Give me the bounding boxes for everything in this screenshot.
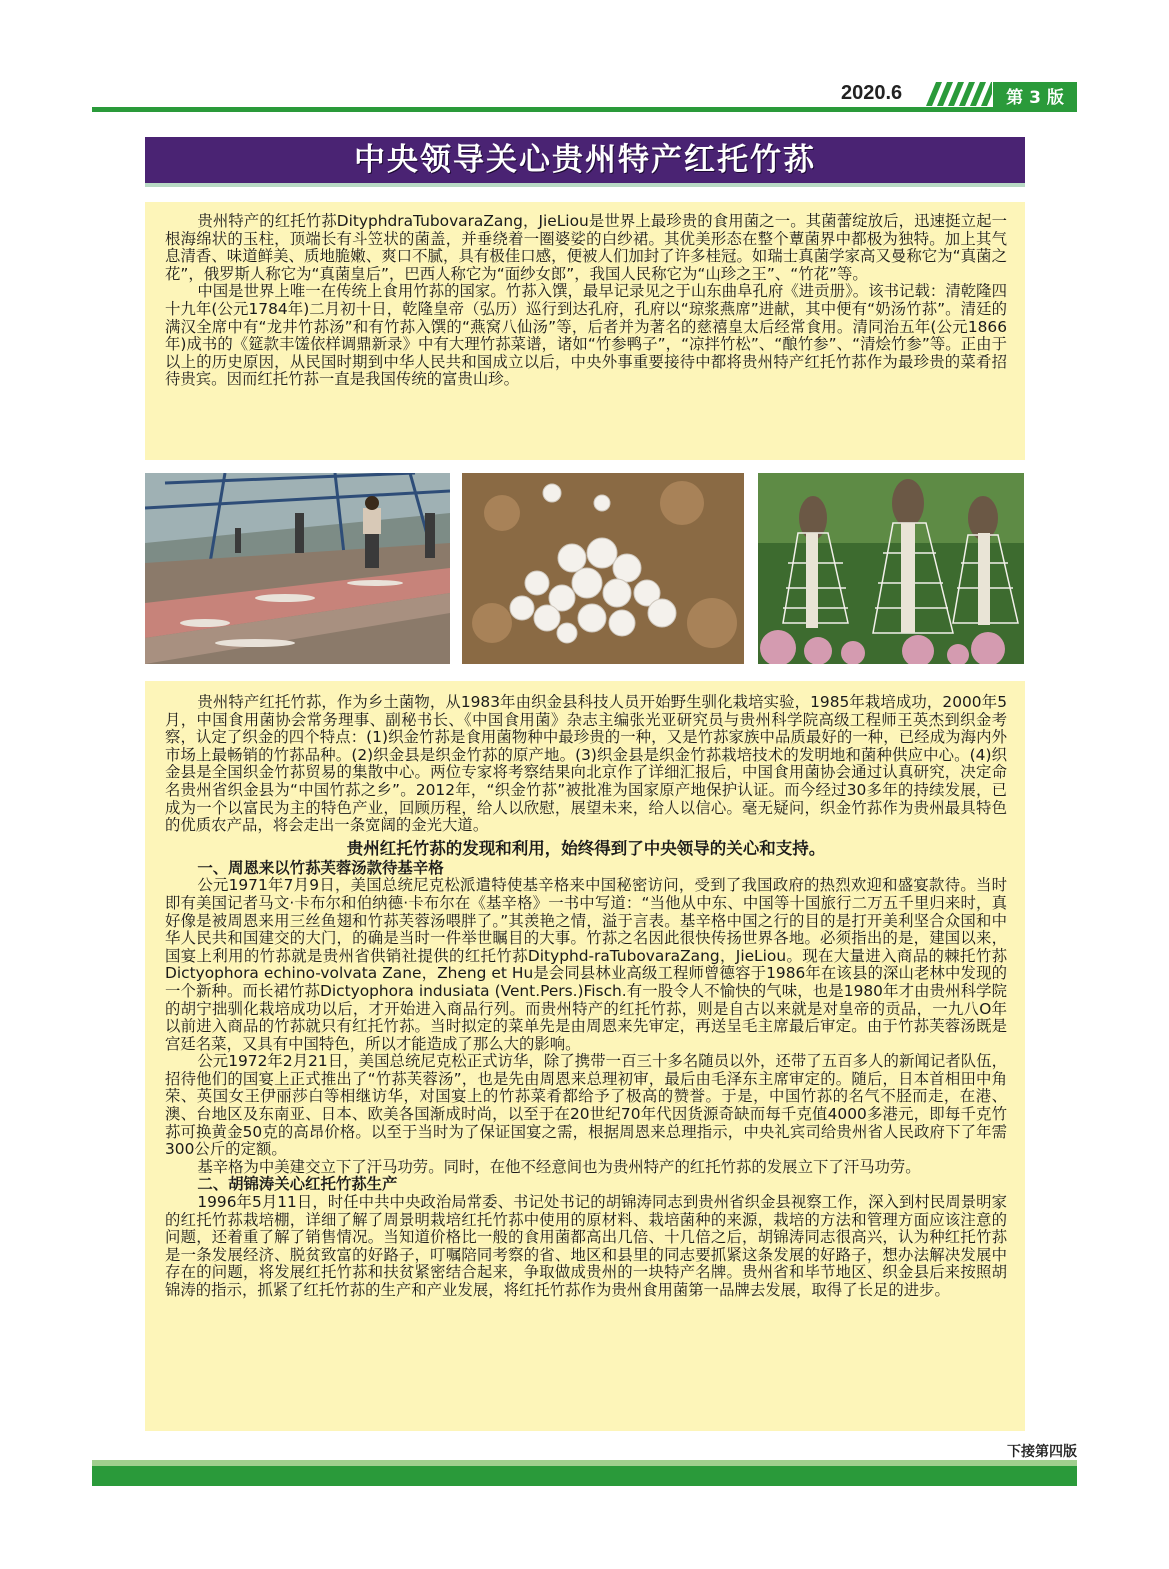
- article-paragraph: 基辛格为中美建交立下了汗马功劳。同时，在他不经意间也为贵州特产的红托竹荪的发展立下了汗马功劳。: [197, 1157, 921, 1176]
- continued-note: 下接第四版: [1007, 1444, 1077, 1460]
- issue-date: 2020.6: [841, 82, 903, 104]
- bamboo-fungus-photo: [758, 473, 1024, 664]
- article-paragraph: 公元1972年2月21日，美国总统尼克松正式访华，除了携带一百三十多名随员以外，还带了五百多人的新闻记者队伍，招待他们的国宴上正式推出了“竹荪芙蓉汤”，也是先由周恩来总理初审，最后由毛泽东主席审定的。随后，日本首相田中角荣、英国女王伊丽莎白等相继访华，对国宴上的竹荪菜肴都给予了极高的赞誉。于是，中国竹荪的名气不胫而走，在港、澳、台地区及东南亚、日本、欧美各国渐成时尚，以至于在20世纪70年代因货源奇缺而每千克值4000多港元，即每千克竹荪可换黄金50克的高昂价格。以至于当时为了保证国宴之需，根据周恩来总理指示，中央礼宾司给贵州省人民政府下了年需300公斤的定额。: [165, 1052, 1007, 1159]
- mushroom-eggs-photo: [462, 473, 744, 664]
- subsection-title-2: 二、胡锦涛关心红托竹荪生产: [197, 1175, 398, 1194]
- subsection-title-1: 一、周恩来以竹荪芙蓉汤款待基辛格: [197, 858, 444, 877]
- greenhouse-photo: [145, 473, 450, 664]
- page-number-badge: 第 3 版: [993, 82, 1077, 108]
- stripe-decoration: [926, 82, 992, 106]
- article-paragraph: 1996年5月11日，时任中共中央政治局常委、书记处书记的胡锦涛同志到贵州省织金县视察工作，深入到村民周景明家的红托竹荪栽培棚，详细了解了周景明栽培红托竹荪中使用的原材料、栽培菌种的来源，栽培的方法和管理方面应该注意的问题，还着重了解了销售情况。当知道价格比一般的食用菌都高出几倍、十几倍之后，胡锦涛同志很高兴，认为种红托竹荪是一条发展经济、脱贫致富的好路子，叮嘱陪同考察的省、地区和县里的同志要抓紧这条发展的好路子，想办法解决发展中存在的问题，将发展红托竹荪和扶贫紧密结合起来，争取做成贵州的一块特产名牌。贵州省和毕节地区、织金县后来按照胡锦涛的指示，抓紧了红托竹荪的生产和产业发展，将红托竹荪作为贵州食用菌第一品牌去发展，取得了长足的进步。: [165, 1193, 1007, 1299]
- article-paragraph: 公元1971年7月9日，美国总统尼克松派遣特使基辛格来中国秘密访问，受到了我国政府的热烈欢迎和盛宴款待。当时即有美国记者马文·卡布尔和伯纳德·卡布尔在《基辛格》一书中写道：“当他从中东、中国等十国旅行二万五千里归来时，真好像是被周恩来用三丝鱼翅和竹荪芙蓉汤喂胖了。”其羡艳之情，溢于言表。基辛格中国之行的目的是打开美利坚合众国和中华人民共和国建交的大门，的确是当时一件举世瞩目的大事。竹荪之名因此很快传扬世界各地。必须指出的是，建国以来，国宴上利用的竹荪就是贵州省供销社提供的红托竹荪Dityphd-raTubovaraZang，JieLiou。现在大量进入商品的棘托竹荪Dictyophora echino-volvata Zane，Zheng et Hu是会同县林业高级工程师曾德容于1986年在该县的深山老林中发现的一个新种。而长裙竹荪Dictyophora indusiata (Vent.Pers.)Fisch.有一股令人不愉快的气味，也是1980年才由贵州科学院的胡宁拙驯化栽培成功以后，才开始进入商品行列。而贵州特产的红托竹荪，则是自古以来就是对皇帝的贡品，一九八O年以前进入商品的竹荪就只有红托竹荪。当时拟定的菜单先是由周恩来先审定，再送呈毛主席最后审定。由于竹荪芙蓉汤既是宫廷名菜，又具有中国特色，所以才能造成了那么大的影响。: [165, 876, 1007, 1053]
- intro-panel: [145, 202, 1025, 460]
- page-title: 中央领导关心贵州特产红托竹荪: [145, 137, 1025, 183]
- intro-paragraph: 中国是世界上唯一在传统上食用竹荪的国家。竹荪入馔，最早记录见之于山东曲阜孔府《进贡册》。该书记载：清乾隆四十九年(公元1784年)二月初十日，乾隆皇帝（弘历）巡行到达孔府，孔府以“琼浆燕席”进献，其中便有“奶汤竹荪”。清廷的满汉全席中有“龙井竹荪汤”和有竹荪入馔的“燕窝八仙汤”等，后者并为著名的慈禧皇太后经常食用。清同治五年(公元1866年)成书的《筵款丰馐依样调鼎新录》中有大理竹荪菜谱，诸如“竹参鸭子”，“凉拌竹松”、“酿竹参”、“清烩竹参”等。正由于以上的历史原因，从民国时期到中华人民共和国成立以后，中央外事重要接待中都将贵州特产红托竹荪作为最珍贵的菜肴招待贵宾。因而红托竹荪一直是我国传统的富贵山珍。: [165, 282, 1007, 389]
- header-rule: [92, 107, 1077, 112]
- article-paragraph: 贵州特产红托竹荪，作为乡土菌物，从1983年由织金县科技人员开始野生驯化栽培实验，1985年栽培成功，2000年5月，中国食用菌协会常务理事、副秘书长、《中国食用菌》杂志主编张光亚研究员与贵州科学院高级工程师王英杰到织金考察，认定了织金的四个特点：(1)织金竹荪是食用菌物种中最珍贵的一种，又是竹荪家族中品质最好的一种，已经成为海内外市场上最畅销的竹荪品种。(2)织金县是织金竹荪的原产地。(3)织金县是织金竹荪栽培技术的发明地和菌种供应中心。(4)织金县是全国织金竹荪贸易的集散中心。两位专家将考察结果向北京作了详细汇报后，中国食用菌协会通过认真研究，决定命名贵州省织金县为“中国竹荪之乡”。2012年，“织金竹荪”被批准为国家原产地保护认证。而今经过30多年的持续发展，已成为一个以富民为主的特色产业，回顾历程，给人以欣慰，展望未来，给人以信心。毫无疑问，织金竹荪作为贵州最具特色的优质农产品，将会走出一条宽阔的金光大道。: [165, 693, 1007, 835]
- title-underline: [145, 183, 1025, 187]
- main-article-panel: [145, 681, 1025, 1431]
- section-heading: 贵州红托竹荪的发现和利用，始终得到了中央领导的关心和支持。: [346, 838, 826, 858]
- footer-band-dark: [92, 1466, 1077, 1486]
- intro-paragraph: 贵州特产的红托竹荪DityphdraTubovaraZang，JieLiou是世界上最珍贵的食用菌之一。其菌蕾绽放后，迅速挺立起一根海绵状的玉柱，顶端长有斗笠状的菌盖，并垂绕着一圈婆娑的白纱裙。其优美形态在整个蕈菌界中都极为独特。加上其气息清香、味道鲜美、质地脆嫩、爽口不腻，具有极佳口感，便被人们加封了许多桂冠。如瑞士真菌学家高又曼称它为“真菌之花”，俄罗斯人称它为“真菌皇后”，巴西人称它为“面纱女郎”，我国人民称它为“山珍之王”、“竹花”等。: [165, 212, 1007, 283]
